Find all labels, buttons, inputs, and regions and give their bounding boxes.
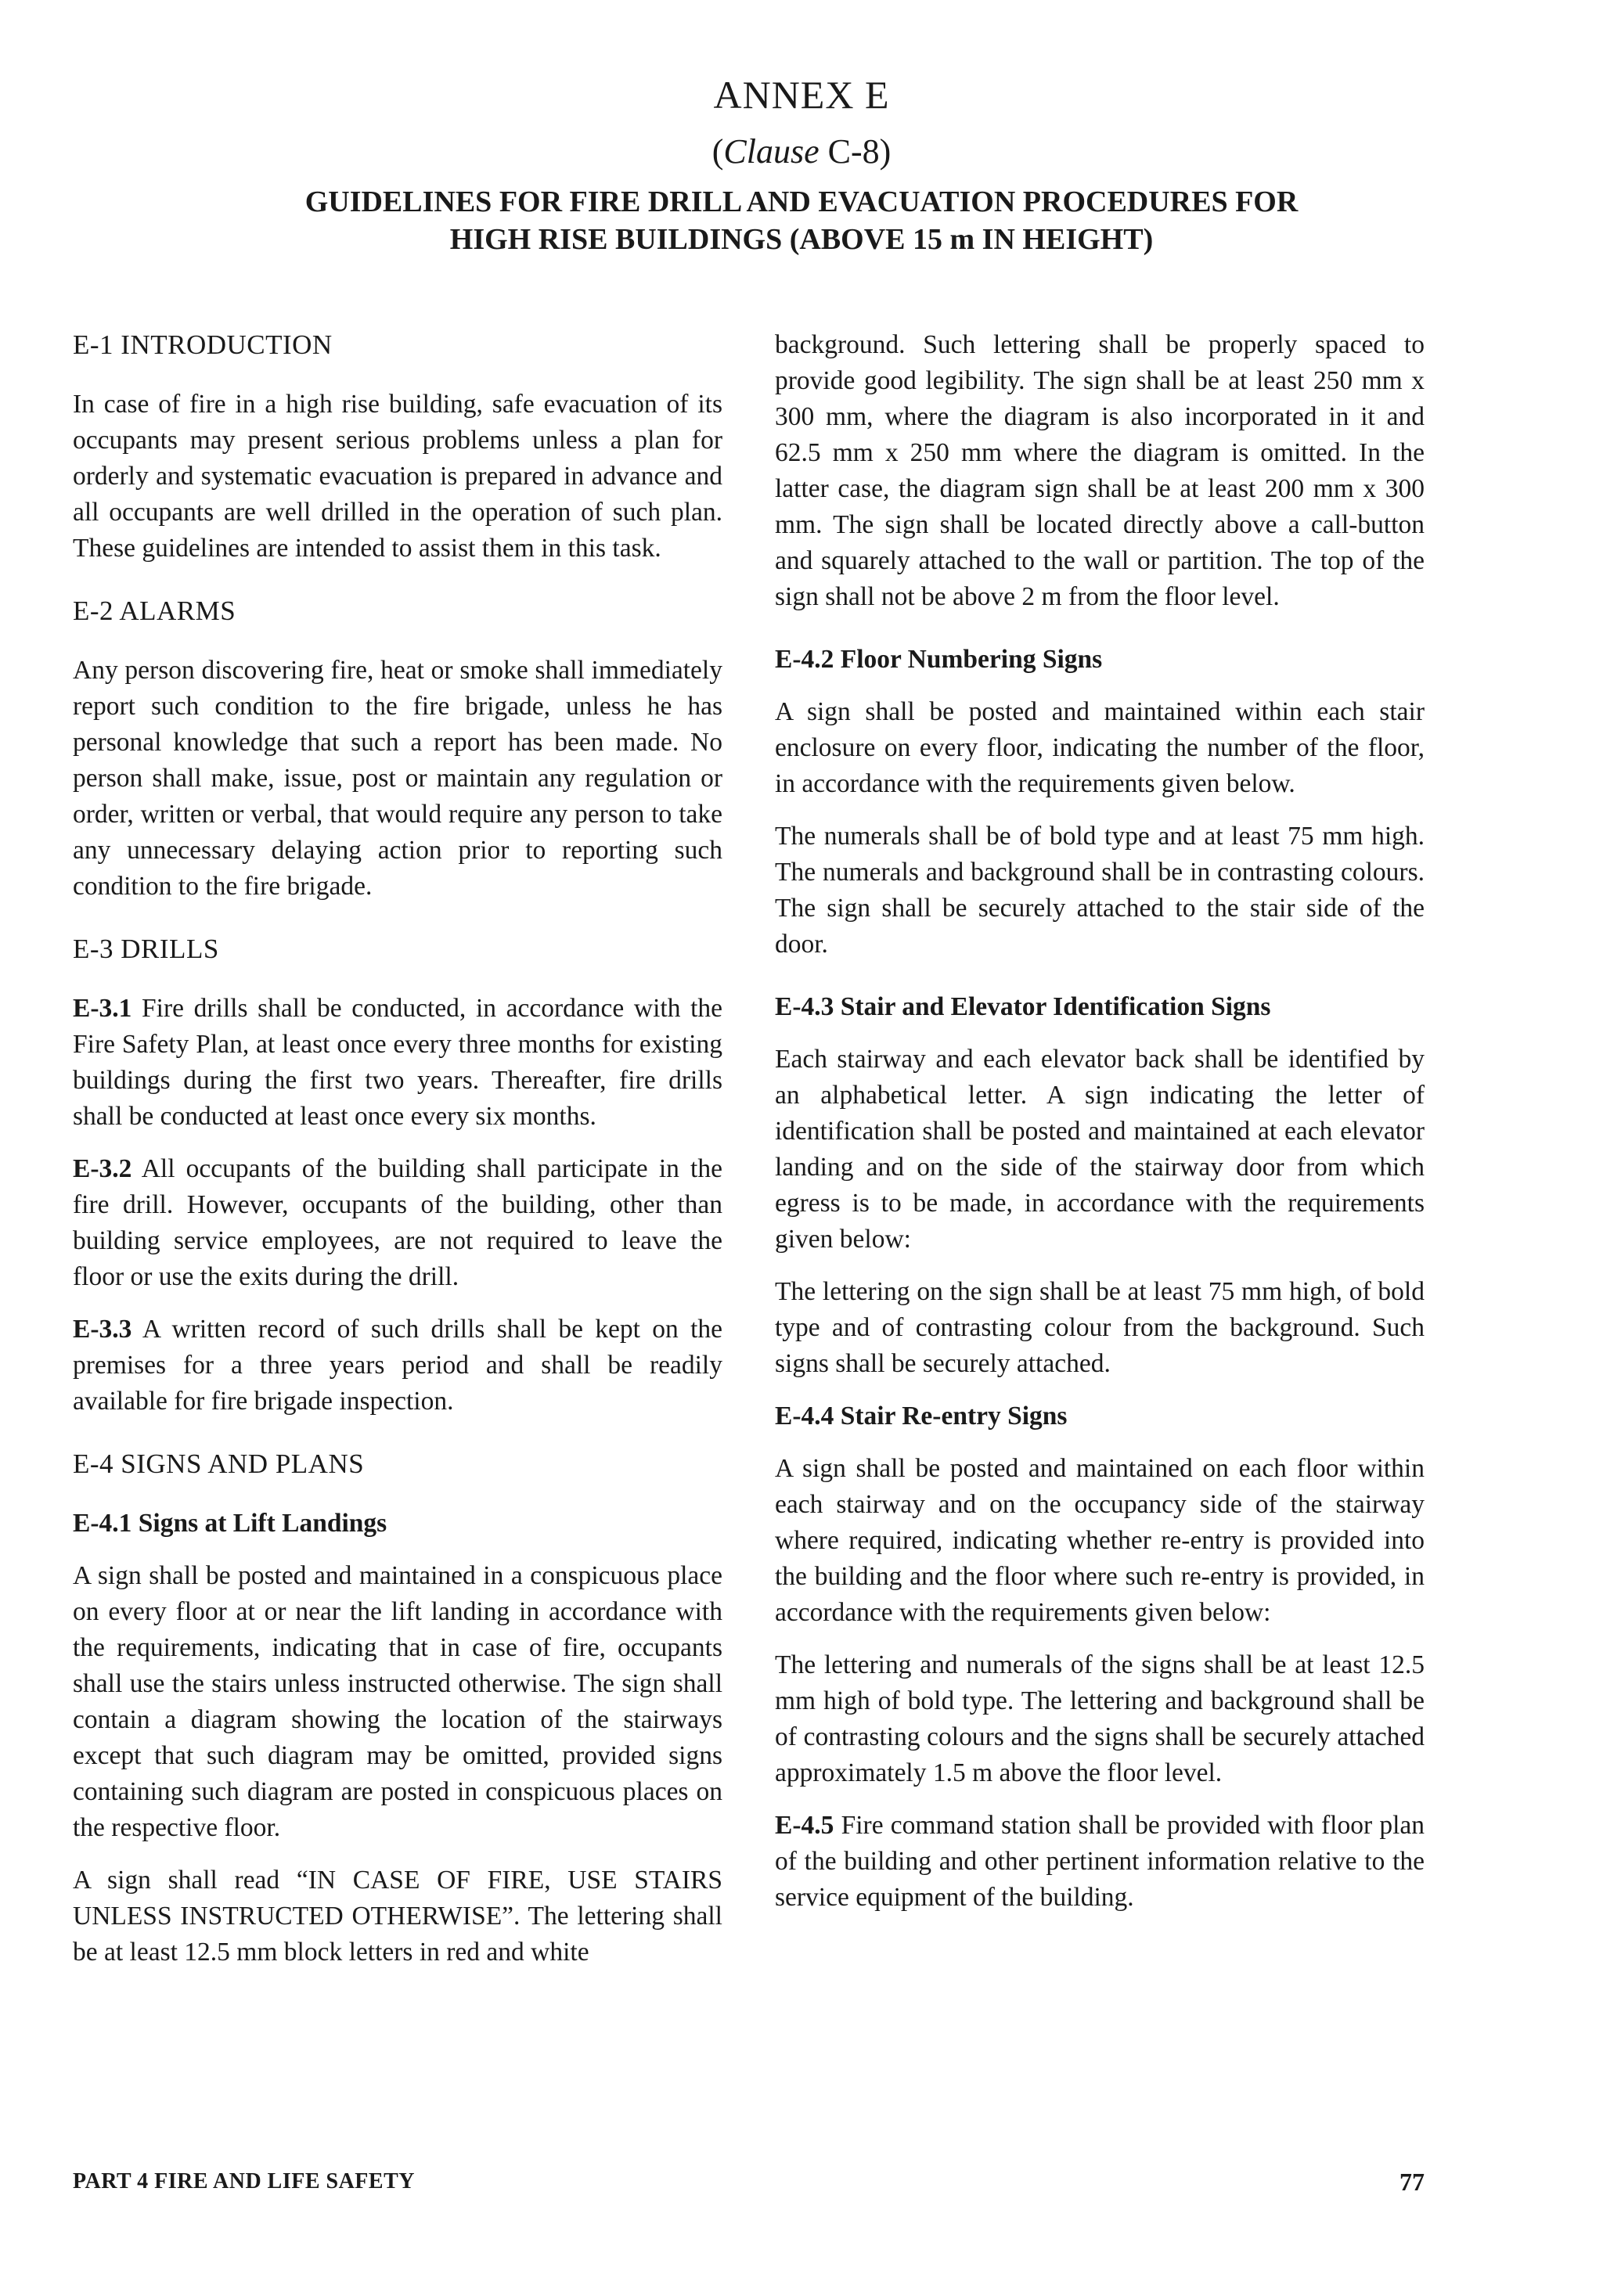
paragraph-e2: Any person discovering fire, heat or smoke shall immediately report such condition to the fire brigade, unless he has personal knowledge that such a report has been made. No person shall make, issue, post or maintain any regulation or order, written or verbal, that would require any person to take any unnecessary delaying action prior to reporting such condition to the fire brigade. (73, 656, 722, 901)
document-heading (214, 183, 1389, 258)
paragraph-e4-4-a: A sign shall be posted and maintained on each floor within each stairway and on the occupancy side of the stairway where required, indicating whether re-entry is provided into the building and the floor where such re-entry is provided, in accordance with the requirements given below: (775, 1454, 1425, 1627)
clause-text-e3-3: A written record of such drills shall be kept on the premises for a three years period and shall be readily available for fire brigade inspection. (73, 1315, 723, 1416)
subsection-heading-e4-4: E-4.4 Stair Re-entry Signs (775, 1402, 1068, 1431)
page-footer (73, 2168, 1425, 2196)
paragraph-e4-2-a: A sign shall be posted and maintained within each stair enclosure on every floor, indicating the number of the floor, in accordance with the requirements given below. (775, 697, 1425, 798)
clause-e4-5 (775, 1808, 1425, 1916)
clause-text-e3-2: All occupants of the building shall participate in the fire drill. However, occupants of the building, other than building service employees, are not required to leave the floor or use the exits during the drill. (73, 1154, 722, 1291)
section-heading-e3: E-3 DRILLS (73, 934, 219, 964)
subsection-heading-e4-2: E-4.2 Floor Numbering Signs (775, 645, 1103, 674)
paragraph-e1: In case of fire in a high rise building, safe evacuation of its occupants may present serious problems unless a plan for orderly and systematic evacuation is prepared in advance and all occupants are well drilled in the operation of such plan. These guidelines are intended to assist them in this task. (73, 390, 722, 563)
paragraph-e4-1-a: A sign shall be posted and maintained in a conspicuous place on every floor at or near the lift landing in accordance with the requirements, indicating that in case of fire, occupants shall use the stairs unless instructed otherwise. The sign shall contain a diagram showing the location of the stairways except that such diagram may be omitted, provided signs containing such diagram are posted in conspicuous places on the respective floor. (73, 1561, 722, 1842)
clause-text-e3-1: Fire drills shall be conducted, in accordance with the Fire Safety Plan, at least once every three months for existing buildings during the first two years. Thereafter, fire drills shall be conducted at least once every six months. (73, 994, 723, 1131)
clause-e3-2 (73, 1151, 722, 1295)
clause-number-e3-3: E-3.3 (73, 1315, 132, 1344)
section-heading-e2: E-2 ALARMS (73, 596, 236, 626)
document-heading-line-2: HIGH RISE BUILDINGS (ABOVE 15 m IN HEIGHT) (449, 223, 1154, 256)
paragraph-e4-4-b: The lettering and numerals of the signs shall be at least 12.5 mm high of bold type. The lettering and background shall be of contrasting colours and the signs shall be securely attached approximately 1.5 m above the floor level. (775, 1650, 1425, 1787)
section-heading-e1: E-1 INTRODUCTION (73, 329, 333, 360)
clause-reference: (Clause C-8) (711, 132, 892, 171)
section-heading-e4: E-4 SIGNS AND PLANS (73, 1448, 365, 1479)
subsection-heading-e4-1: E-4.1 Signs at Lift Landings (73, 1509, 387, 1538)
annex-title: ANNEX E (713, 73, 890, 117)
footer-part-label: PART 4 FIRE AND LIFE SAFETY (73, 2169, 415, 2193)
clause-number: C-8 (827, 132, 880, 171)
clause-text-e4-5: Fire command station shall be provided with floor plan of the building and other pertinent information relative to the service equipment of the building. (775, 1811, 1425, 1912)
right-column (775, 327, 1425, 1932)
subsection-heading-e4-3: E-4.3 Stair and Elevator Identification Signs (775, 992, 1271, 1021)
paragraph-e4-1-b: A sign shall read “IN CASE OF FIRE, USE STAIRS UNLESS INSTRUCTED OTHERWISE”. The lettering shall be at least 12.5 mm block letters in red and white (73, 1866, 722, 1967)
page-number: 77 (1399, 2168, 1425, 2196)
clause-e3-3 (73, 1312, 722, 1420)
paragraph-e4-2-b: The numerals shall be of bold type and at least 75 mm high. The numerals and background shall be in contrasting colours. The sign shall be securely attached to the stair side of the door. (775, 822, 1425, 959)
left-column (73, 327, 722, 1987)
clause-number-e4-5: E-4.5 (775, 1811, 834, 1840)
page-header (0, 70, 1603, 258)
paragraph-e4-3-b: The lettering on the sign shall be at least 75 mm high, of bold type and of contrasting colour from the background. Such signs shall be securely attached. (775, 1277, 1425, 1378)
paragraph-e4-3-a: Each stairway and each elevator back shall be identified by an alphabetical letter. A sign indicating the letter of identification shall be posted and maintained at each elevator landing and on the side of the stairway door from which egress is to be made, in accordance with the requirements given below: (775, 1045, 1425, 1254)
clause-number-e3-1: E-3.1 (73, 994, 132, 1023)
document-heading-line-1: GUIDELINES FOR FIRE DRILL AND EVACUATION PROCEDURES FOR (304, 185, 1299, 218)
clause-e3-1 (73, 991, 722, 1135)
clause-word: Clause (723, 132, 820, 171)
clause-number-e3-2: E-3.2 (73, 1154, 132, 1183)
paragraph-e4-1-b-continued: background. Such lettering shall be properly spaced to provide good legibility. The sign shall be at least 250 mm x 300 mm, where the diagram is also incorporated in it and 62.5 mm x 250 mm where the diagram is omitted. In the latter case, the diagram sign shall be at least 200 mm x 300 mm. The sign shall be located directly above a call-button and squarely attached to the wall or partition. The top of the sign shall not be above 2 m from the floor level. (775, 330, 1425, 611)
